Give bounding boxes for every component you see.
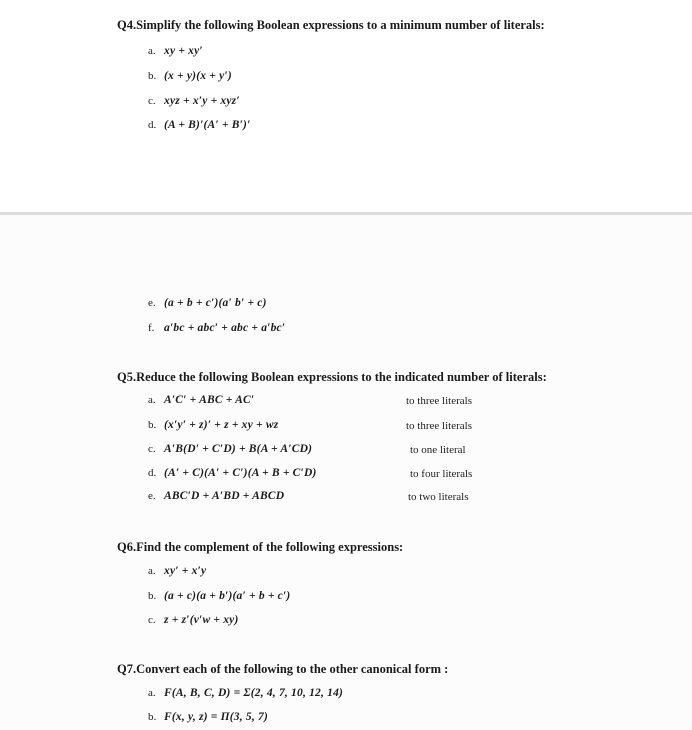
q5-item-c-target: to one literal	[410, 444, 466, 456]
q4-item-e-label: e.	[148, 297, 156, 309]
q7-item-a-label: a.	[148, 687, 156, 699]
q7-item-b	[148, 711, 268, 723]
q6-item-c-label: c.	[148, 614, 156, 626]
q4-item-f-expr: a′bc + abc′ + abc + a′bc′	[164, 322, 286, 334]
q5-item-e-expr: ABC′D + A′BD + ABCD	[164, 490, 285, 502]
q4-item-c-expr: xyz + x′y + xyz′	[164, 95, 240, 107]
q5-item-c	[148, 443, 312, 455]
q4-item-d	[148, 119, 251, 131]
q5-item-a	[148, 394, 254, 406]
q6-item-a	[148, 565, 206, 577]
q5-item-e-label: e.	[148, 490, 156, 502]
q5-item-a-target: to three literals	[406, 395, 472, 407]
q5-item-b	[148, 419, 278, 431]
q4-item-e-expr: (a + b + c′)(a′ b′ + c)	[164, 297, 267, 309]
q7-item-b-expr: F(x, y, z) = Π(3, 5, 7)	[164, 711, 268, 723]
q5-item-a-expr: A′C′ + ABC + AC′	[164, 394, 255, 406]
q6-item-a-label: a.	[148, 565, 156, 577]
q4-item-d-label: d.	[148, 119, 157, 131]
q5-title: Q5.Reduce the following Boolean expressions to the indicated number of literals:	[117, 370, 547, 384]
q4-item-c	[148, 95, 240, 107]
q7-item-a	[148, 687, 343, 699]
q4-item-b	[148, 70, 232, 82]
q6-item-a-expr: xy′ + x′y	[164, 565, 207, 577]
q5-item-c-expr: A′B(D′ + C′D) + B(A + A′CD)	[164, 443, 313, 455]
q4-item-a-expr: xy + xy′	[164, 45, 203, 57]
q4-item-e	[148, 297, 267, 309]
q5-item-d	[148, 467, 317, 479]
q6-item-b-expr: (a + c)(a + b′)(a′ + b + c′)	[164, 590, 291, 602]
q4-item-a-label: a.	[148, 45, 156, 57]
q4-item-b-expr: (x + y)(x + y′)	[164, 70, 232, 82]
q5-item-b-expr: (x′y′ + z)′ + z + xy + wz	[164, 419, 279, 431]
q4-item-a	[148, 45, 203, 57]
q5-item-d-label: d.	[148, 467, 157, 479]
q5-item-a-label: a.	[148, 394, 156, 406]
q6-item-b-label: b.	[148, 590, 157, 602]
q5-item-d-expr: (A′ + C)(A′ + C′)(A + B + C′D)	[164, 467, 317, 479]
q5-item-b-label: b.	[148, 419, 157, 431]
page-bottom-sheet	[0, 215, 692, 730]
q6-item-c	[148, 614, 239, 626]
q5-item-c-label: c.	[148, 443, 156, 455]
q5-item-e-target: to two literals	[408, 491, 469, 503]
q5-item-d-target: to four literals	[410, 468, 473, 480]
q7-item-b-label: b.	[148, 711, 157, 723]
q6-item-b	[148, 590, 290, 602]
q4-item-d-expr: (A + B)′(A′ + B′)′	[164, 119, 251, 131]
q5-item-b-target: to three literals	[406, 420, 472, 432]
q4-item-f-label: f.	[148, 322, 155, 334]
q4-item-c-label: c.	[148, 95, 156, 107]
q4-item-b-label: b.	[148, 70, 157, 82]
q6-item-c-expr: z + z′(v′w + xy)	[164, 614, 239, 626]
q7-title: Q7.Convert each of the following to the other canonical form :	[117, 662, 449, 676]
q4-title: Q4.Simplify the following Boolean expressions to a minimum number of literals:	[117, 18, 545, 32]
q6-title: Q6.Find the complement of the following expressions:	[117, 540, 404, 554]
q7-item-a-expr: F(A, B, C, D) = Σ(2, 4, 7, 10, 12, 14)	[164, 687, 344, 699]
q5-item-e	[148, 490, 284, 502]
q4-item-f	[148, 322, 285, 334]
